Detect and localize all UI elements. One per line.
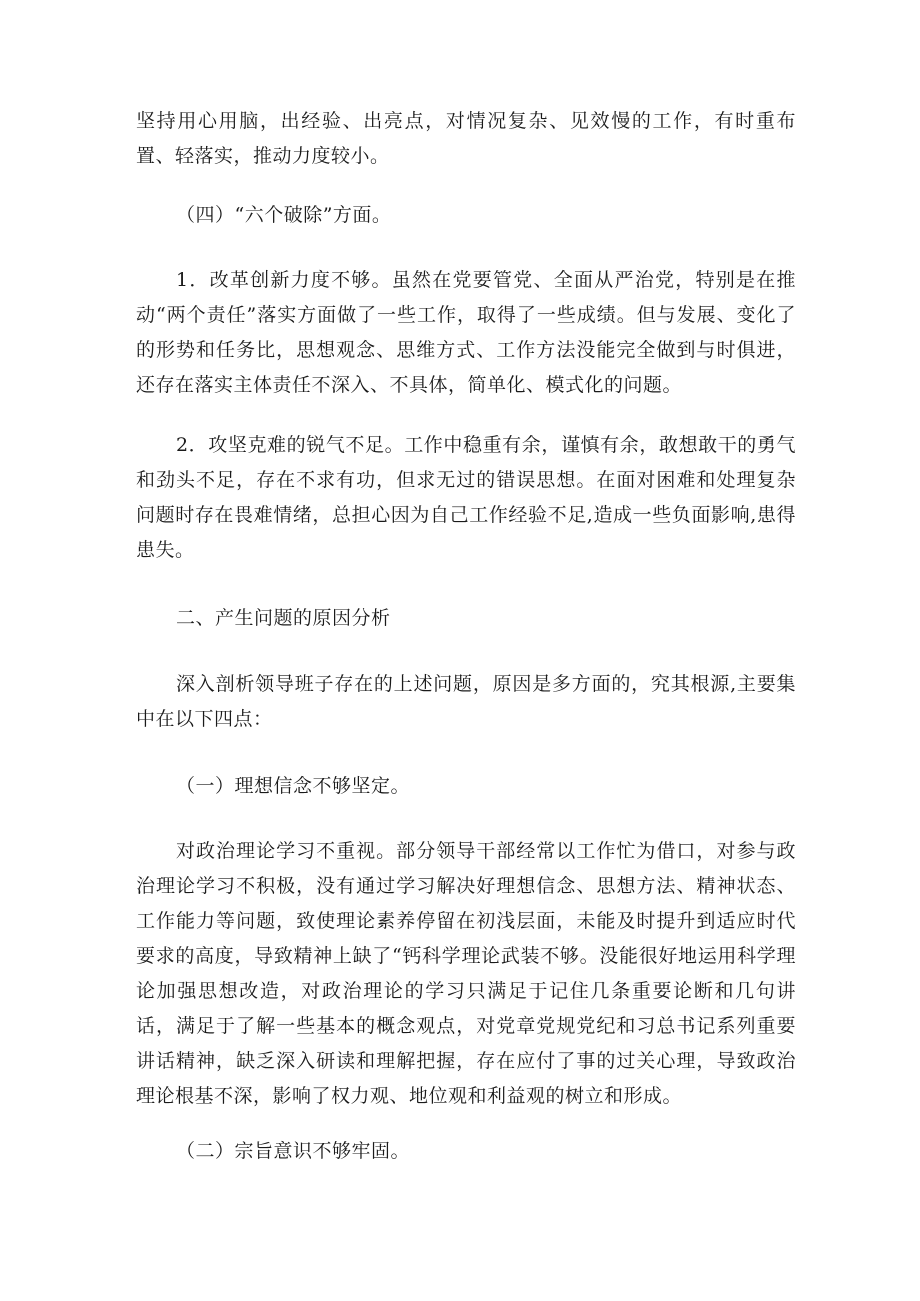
section-heading-four: （四）“六个破除”方面。 — [176, 204, 392, 226]
paragraph-continuation: 坚持用心用脑，出经验、出亮点，对情况复杂、见效慢的工作，有时重布置、轻落实，推动力度较小。 — [136, 110, 796, 167]
paragraph-theory-study: 对政治理论学习不重视。部分领导干部经常以工作忙为借口，对参与政治理论学习不积极，没有通过学习解决好理想信念、思想方法、精神状态、工作能力等问题，致使理论素养停留在初浅层面，未能及时提升到适应时代要求的高度，导致精神上缺了“钙科学理论武装不够。没能很好地运用科学理论加强思想改造，对政治理论的学习只满足于记住几条重要论断和几句讲话，满足于了解一些基本的概念观点，对党章党规党纪和习总书记系列重要讲话精神，缺乏深入研读和理解把握，存在应付了事的过关心理，导致政治理论根基不深，影响了权力观、地位观和利益观的树立和形成。 — [136, 840, 796, 1107]
paragraph-intro: 深入剖析领导班子存在的上述问题，原因是多方面的，究其根源,主要集中在以下四点： — [136, 673, 796, 730]
section-heading-cause-analysis: 二、产生问题的原因分析 — [176, 607, 391, 629]
section-heading-two: （二）宗旨意识不够牢固。 — [176, 1140, 411, 1162]
paragraph-item-2: 2．攻坚克难的锐气不足。工作中稳重有余，谨慎有余，敢想敢干的勇气和劲头不足，存在不求有功，但求无过的错误思想。在面对困难和处理复杂问题时存在畏难情绪，总担心因为自己工作经验不足,造成一些负面影响,患得患失。 — [136, 434, 796, 561]
section-heading-one: （一）理想信念不够坚定。 — [176, 775, 411, 797]
paragraph-item-1: 1．改革创新力度不够。虽然在党要管党、全面从严治党，特别是在推动“两个责任”落实方面做了一些工作，取得了一些成绩。但与发展、变化了的形势和任务比，思想观念、思维方式、工作方法没能完全做到与时俱进，还存在落实主体责任不深入、不具体，简单化、模式化的问题。 — [136, 269, 796, 396]
